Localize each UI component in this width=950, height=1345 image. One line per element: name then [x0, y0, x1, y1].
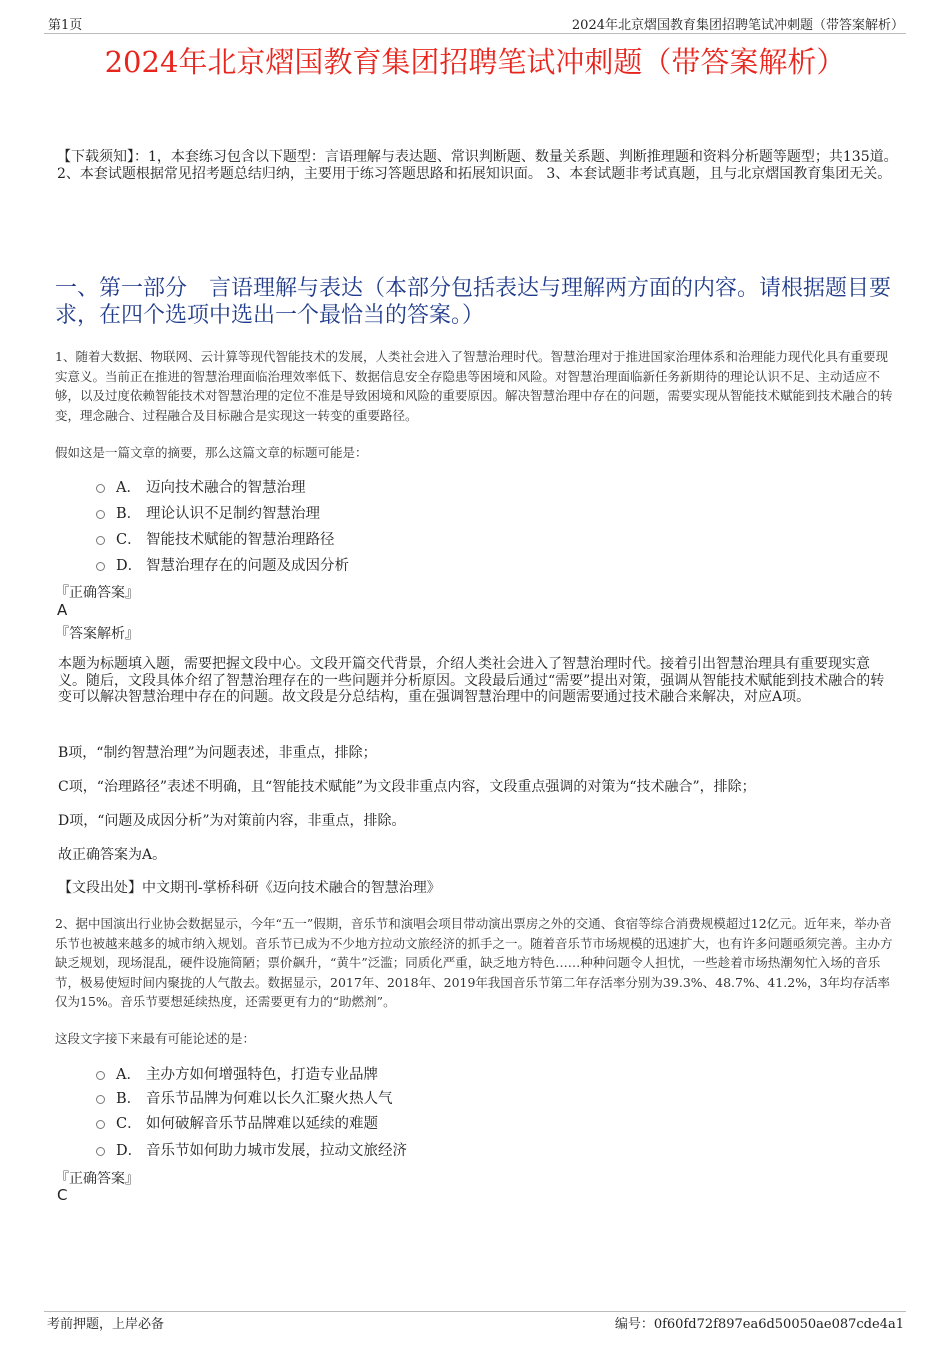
radio-icon[interactable] — [96, 1071, 105, 1080]
radio-icon[interactable] — [96, 484, 105, 493]
footer-slogan: 考前押题，上岸必备 — [47, 1317, 165, 1332]
option-text: 智能技术赋能的智慧治理路径 — [146, 531, 335, 548]
q1-answer: A — [57, 601, 68, 619]
q1-analysis-b: B项，“制约智慧治理”为问题表述，非重点，排除； — [58, 745, 377, 761]
radio-icon[interactable] — [96, 536, 105, 545]
q1-analysis-main: 本题为标题填入题，需要把握文段中心。文段开篇交代背景，介绍人类社会进入了智慧治理时代。接着引出智慧治理具有重要现实意义。随后，文段具体介绍了智慧治理存在的一些问题并分析原因。文段最后通过“需要”提出对策，强调从智能技术赋能到技术融合的转变可以解决智慧治理中存在的问题。故文段是分总结构，重在强调智慧治理中的问题需要通过技术融合来解决，对应A项。 — [58, 656, 885, 705]
q2-option-a[interactable] — [96, 1063, 378, 1083]
q1-analysis-label: 『答案解析』 — [55, 626, 139, 642]
header-divider — [44, 33, 906, 34]
q1-answer-label: 『正确答案』 — [55, 585, 139, 601]
option-text: 音乐节如何助力城市发展，拉动文旅经济 — [146, 1142, 407, 1159]
question-1-prompt: 假如这是一篇文章的摘要，那么这篇文章的标题可能是： — [55, 445, 368, 460]
option-letter: B． — [116, 505, 142, 522]
q1-option-b[interactable] — [96, 502, 320, 522]
option-text: 迈向技术融合的智慧治理 — [146, 479, 306, 496]
q1-analysis-c: C项，“治理路径”表述不明确，且“智能技术赋能”为文段非重点内容，文段重点强调的对策为“技术融合”，排除； — [58, 779, 756, 795]
q2-option-b[interactable] — [96, 1087, 393, 1107]
question-2-prompt: 这段文字接下来最有可能论述的是： — [55, 1031, 256, 1046]
q2-answer: C — [57, 1186, 68, 1204]
question-1-text: 1、随着大数据、物联网、云计算等现代智能技术的发展，人类社会进入了智慧治理时代。智慧治理对于推进国家治理体系和治理能力现代化具有重要现实意义。当前正在推进的智慧治理面临治理效率低下、数据信息安全存隐患等困境和风险。对智慧治理面临新任务新期待的理论认识不足、主动适应不够，以及过度依赖智能技术对智慧治理的定位不准是导致困境和风险的重要原因。解决智慧治理中存在的问题，需要实现从智能技术赋能到技术融合的转变，理念融合、过程融合及目标融合是实现这一转变的重要路径。 — [55, 349, 893, 423]
radio-icon[interactable] — [96, 1120, 105, 1129]
option-text: 如何破解音乐节品牌难以延续的难题 — [146, 1115, 378, 1132]
option-letter: B． — [116, 1090, 142, 1107]
q1-analysis-d: D项，“问题及成因分析”为对策前内容，非重点，排除。 — [58, 813, 406, 829]
option-text: 主办方如何增强特色，打造专业品牌 — [146, 1066, 378, 1083]
option-letter: C． — [116, 1115, 142, 1132]
option-text: 音乐节品牌为何难以长久汇聚火热人气 — [146, 1090, 393, 1107]
q2-option-d[interactable] — [96, 1139, 407, 1159]
download-notice: 【下载须知】：1，本套练习包含以下题型：言语理解与表达题、常识判断题、数量关系题、判断推理题和资料分析题等题型；共135道。 2、本套试题根据常见招考题总结归纳，主要用于练习答题思路和拓展知识面。 3、本套试题非考试真题，且与北京熠国教育集团无关。 — [57, 149, 898, 182]
running-header-title: 2024年北京熠国教育集团招聘笔试冲刺题（带答案解析） — [571, 18, 904, 33]
footer-doc-id: 编号：0f60fd72f897ea6d50050ae087cde4a1 — [614, 1317, 904, 1332]
page-number: 第1页 — [48, 18, 83, 33]
q2-option-c[interactable] — [96, 1112, 378, 1132]
option-text: 理论认识不足制约智慧治理 — [146, 505, 320, 522]
radio-icon[interactable] — [96, 1095, 105, 1104]
radio-icon[interactable] — [96, 510, 105, 519]
option-letter: D． — [116, 1142, 143, 1159]
q2-answer-label: 『正确答案』 — [55, 1171, 139, 1187]
q1-source: 【文段出处】中文期刊-掌桥科研《迈向技术融合的智慧治理》 — [58, 880, 441, 896]
q1-option-c[interactable] — [96, 528, 335, 548]
q1-option-a[interactable] — [96, 476, 306, 496]
question-2-text: 2、据中国演出行业协会数据显示，今年“五一”假期，音乐节和演唱会项目带动演出票房之外的交通、食宿等综合消费规模超过12亿元。近年来，举办音乐节也被越来越多的城市纳入规划。音乐节已成为不少地方拉动文旅经济的抓手之一。随着音乐节市场规模的迅速扩大，也有许多问题亟须完善。主办方缺乏规划，现场混乱，硬件设施简陋；票价飙升，“黄牛”泛滥；同质化严重，缺乏地方特色……种种问题令人担忧，一些趁着市场热潮匆忙入场的音乐节，极易使短时间内聚拢的人气散去。数据显示，2017年、2018年、2019年我国音乐节第二年存活率分别为39.3%、48.7%、41.2%，3年均存活率仅为15%。音乐节要想延续热度，还需要更有力的“助燃剂”。 — [55, 916, 893, 1009]
section-heading: 一、第一部分 言语理解与表达（本部分包括表达与理解两方面的内容。请根据题目要求，在四个选项中选出一个最恰当的答案。） — [55, 276, 892, 328]
radio-icon[interactable] — [96, 562, 105, 571]
radio-icon[interactable] — [96, 1147, 105, 1156]
footer-divider — [44, 1311, 906, 1312]
q1-conclusion: 故正确答案为A。 — [58, 847, 167, 863]
option-letter: A． — [116, 479, 141, 496]
option-letter: C． — [116, 531, 142, 548]
document-title: 2024年北京熠国教育集团招聘笔试冲刺题（带答案解析） — [104, 45, 846, 79]
option-letter: D． — [116, 557, 143, 574]
option-letter: A． — [116, 1066, 141, 1083]
q1-option-d[interactable] — [96, 554, 349, 574]
option-text: 智慧治理存在的问题及成因分析 — [146, 557, 349, 574]
